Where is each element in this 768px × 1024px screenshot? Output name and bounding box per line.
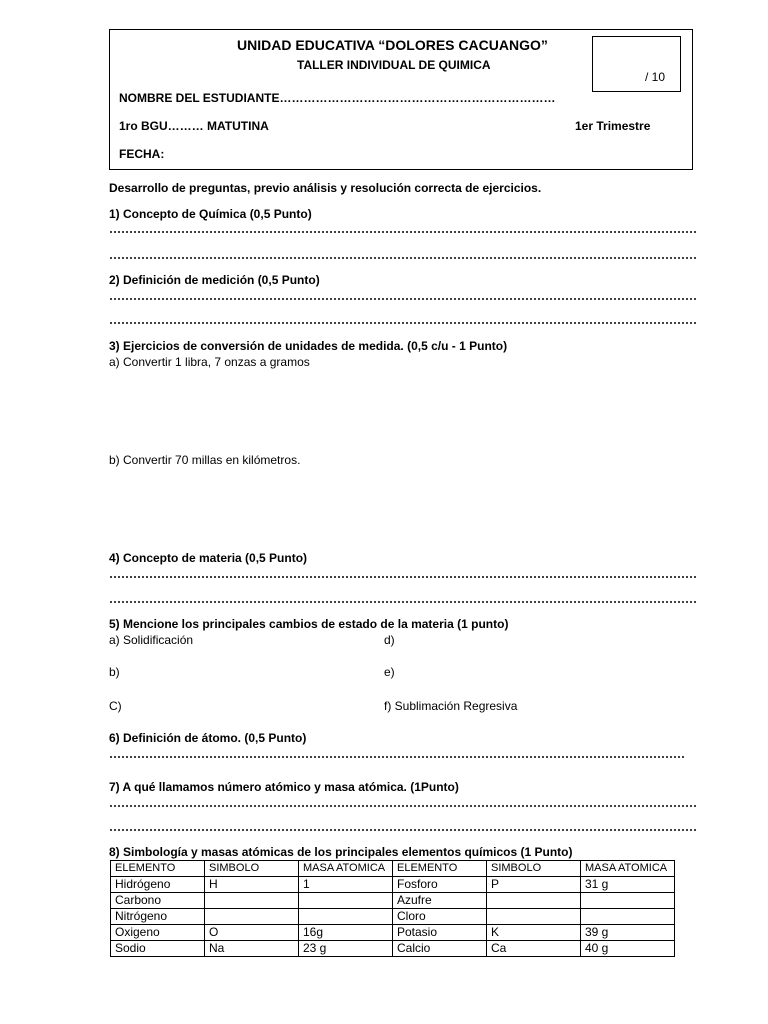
workshop-title: TALLER INDIVIDUAL DE QUIMICA (297, 58, 491, 72)
question-5-b: b) (109, 665, 120, 679)
answer-line (109, 256, 697, 260)
answer-line (109, 230, 697, 234)
question-3-title: 3) Ejercicios de conversión de unidades de medida. (0,5 c/u - 1 Punto) (109, 339, 508, 353)
table-cell (205, 893, 299, 909)
question-7-title: 7) A qué llamamos número atómico y masa atómica. (1Punto) (109, 780, 459, 794)
school-name: UNIDAD EDUCATIVA “DOLORES CACUANGO” (237, 37, 548, 53)
table-cell (299, 909, 393, 925)
table-cell: Ca (487, 941, 581, 957)
question-8-title: 8) Simbología y masas atómicas de los principales elementos químicos (1 Punto) (109, 845, 573, 859)
question-3-b: b) Convertir 70 millas en kilómetros. (109, 453, 301, 467)
term-label: 1er Trimestre (575, 119, 651, 133)
answer-line (109, 600, 697, 604)
column-header: SIMBOLO (487, 861, 581, 877)
column-header: SIMBOLO (205, 861, 299, 877)
table-cell: 31 g (581, 877, 675, 893)
score-box (592, 36, 681, 92)
column-header: ELEMENTO (393, 861, 487, 877)
table-header-row (111, 861, 675, 877)
table-cell: Sodio (111, 941, 205, 957)
student-name-field: NOMBRE DEL ESTUDIANTE…………………………………………………………… (119, 91, 556, 105)
table-cell: 16g (299, 925, 393, 941)
table-row (111, 925, 675, 941)
question-6-title: 6) Definición de átomo. (0,5 Punto) (109, 731, 307, 745)
table-cell: Nitrógeno (111, 909, 205, 925)
table-cell: 23 g (299, 941, 393, 957)
table-cell: Na (205, 941, 299, 957)
answer-line (109, 575, 697, 579)
table-cell: O (205, 925, 299, 941)
score-value: / 10 (645, 70, 666, 84)
answer-line (109, 828, 697, 832)
table-cell (581, 893, 675, 909)
question-1-title: 1) Concepto de Química (0,5 Punto) (109, 207, 312, 221)
answer-line (109, 297, 697, 301)
table-row (111, 893, 675, 909)
table-cell: P (487, 877, 581, 893)
question-5-f: f) Sublimación Regresiva (384, 699, 518, 713)
column-header: ELEMENTO (111, 861, 205, 877)
table-cell: Hidrógeno (111, 877, 205, 893)
table-cell: Carbono (111, 893, 205, 909)
table-cell: Cloro (393, 909, 487, 925)
question-2-title: 2) Definición de medición (0,5 Punto) (109, 273, 320, 287)
table-row (111, 909, 675, 925)
table-cell (487, 909, 581, 925)
question-5-e: e) (384, 665, 395, 679)
table-cell: 1 (299, 877, 393, 893)
answer-line (109, 321, 697, 325)
table-cell (299, 893, 393, 909)
answer-line (109, 755, 685, 759)
table-cell: Azufre (393, 893, 487, 909)
table-cell: H (205, 877, 299, 893)
table-cell: 40 g (581, 941, 675, 957)
table-cell (205, 909, 299, 925)
table-cell: 39 g (581, 925, 675, 941)
question-5-c: C) (109, 699, 122, 713)
elements-table (110, 860, 675, 957)
answer-line (109, 804, 697, 808)
table-cell: K (487, 925, 581, 941)
question-5-d: d) (384, 633, 395, 647)
instructions: Desarrollo de preguntas, previo análisis y resolución correcta de ejercicios. (109, 181, 542, 195)
table-cell (581, 909, 675, 925)
column-header: MASA ATOMICA (581, 861, 675, 877)
table-cell: Potasio (393, 925, 487, 941)
table-row (111, 877, 675, 893)
question-3-a: a) Convertir 1 libra, 7 onzas a gramos (109, 355, 310, 369)
course-label: 1ro BGU……… MATUTINA (119, 119, 269, 133)
question-5-title: 5) Mencione los principales cambios de estado de la materia (1 punto) (109, 617, 509, 631)
table-cell: Fosforo (393, 877, 487, 893)
column-header: MASA ATOMICA (299, 861, 393, 877)
table-cell: Oxigeno (111, 925, 205, 941)
question-4-title: 4) Concepto de materia (0,5 Punto) (109, 551, 308, 565)
question-5-a: a) Solidificación (109, 633, 194, 647)
date-field: FECHA: (119, 147, 165, 161)
table-cell: Calcio (393, 941, 487, 957)
table-row (111, 941, 675, 957)
table-cell (487, 893, 581, 909)
